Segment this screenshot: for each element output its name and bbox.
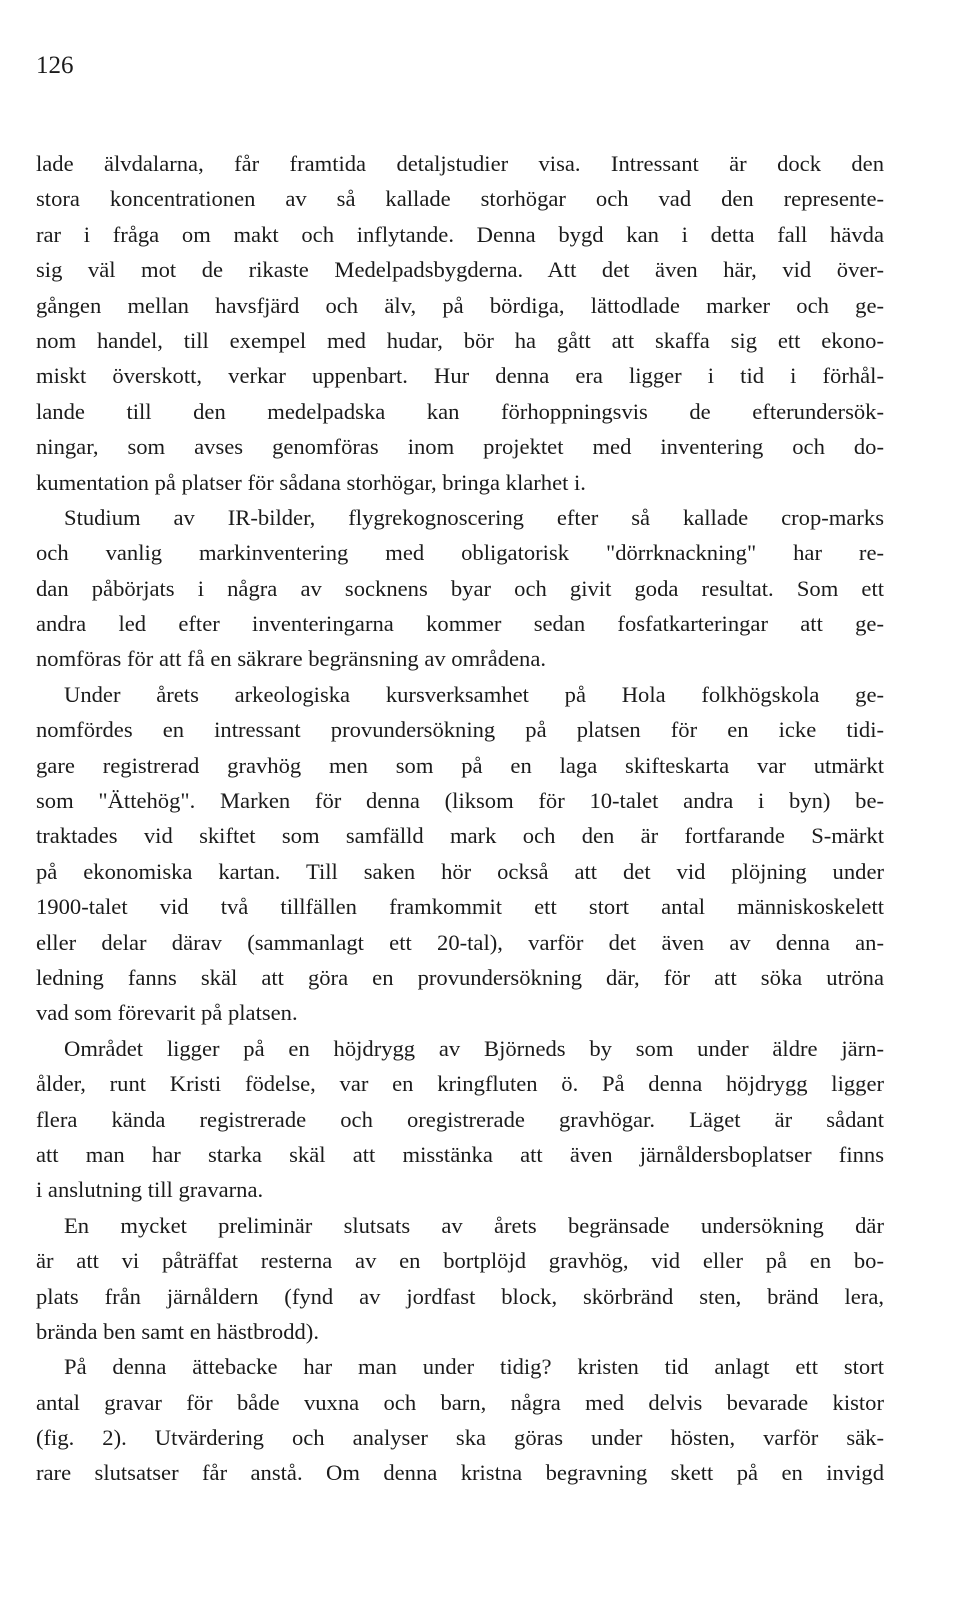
text-line: och vanlig markinventering med obligatorisk "dörrknackning" har re- bbox=[36, 540, 884, 566]
text-line: i anslutning till gravarna. bbox=[36, 1177, 264, 1203]
text-line: eller delar därav (sammanlagt ett 20-tal), varför det även av denna an- bbox=[36, 929, 884, 955]
text-line: gare registrerad gravhög men som på en laga skifteskarta var utmärkt bbox=[36, 752, 884, 778]
text-line: traktades vid skiftet som samfälld mark och den är fortfarande S-märkt bbox=[36, 823, 884, 849]
text-line: En mycket preliminär slutsats av årets begränsade undersökning där bbox=[64, 1212, 884, 1238]
text-line: nomföras för att få en säkrare begränsning av områdena. bbox=[36, 646, 547, 672]
text-line: dan påbörjats i några av socknens byar och givit goda resultat. Som ett bbox=[36, 575, 884, 601]
text-line: Studium av IR-bilder, flygrekognoscering efter så kallade crop-marks bbox=[64, 504, 884, 530]
text-line: brända ben samt en hästbrodd). bbox=[36, 1318, 319, 1344]
text-line: ledning fanns skäl att göra en provundersökning där, för att söka utröna bbox=[36, 964, 884, 990]
text-line: kumentation på platser för sådana storhögar, bringa klarhet i. bbox=[36, 469, 586, 495]
text-line: Området ligger på en höjdrygg av Björneds by som under äldre järn- bbox=[64, 1035, 884, 1061]
text-line: lande till den medelpadska kan förhoppningsvis de efterundersök- bbox=[36, 398, 884, 424]
text-line: vad som förevarit på platsen. bbox=[36, 1000, 298, 1026]
text-line: Under årets arkeologiska kursverksamhet på Hola folkhögskola ge- bbox=[64, 681, 884, 707]
text-line: nom handel, till exempel med hudar, bör ha gått att skaffa sig ett ekono- bbox=[36, 327, 884, 353]
text-line: På denna ättebacke har man under tidig? kristen tid anlagt ett stort bbox=[64, 1354, 884, 1380]
text-line: ålder, runt Kristi födelse, var en kringfluten ö. På denna höjdrygg ligger bbox=[36, 1071, 884, 1097]
text-line: lade älvdalarna, får framtida detaljstudier visa. Intressant är dock den bbox=[36, 151, 884, 176]
text-line: miskt överskott, verkar uppenbart. Hur denna era ligger i tid i förhål- bbox=[36, 363, 884, 389]
text-line: sig väl mot de rikaste Medelpadsbygderna. Att det även här, vid över- bbox=[36, 257, 884, 283]
text-line: är att vi påträffat resterna av en bortplöjd gravhög, vid eller på en bo- bbox=[36, 1248, 884, 1274]
text-line: rare slutsatser får anstå. Om denna kristna begravning skett på en invigd bbox=[36, 1460, 884, 1486]
text-line: stora koncentrationen av så kallade storhögar och vad den represente- bbox=[36, 186, 884, 212]
text-line: ningar, som avses genomföras inom projektet med inventering och do- bbox=[36, 434, 884, 460]
text-line: nomfördes en intressant provundersökning på platsen för en icke tidi- bbox=[36, 717, 884, 743]
text-line: flera kända registrerade och oregistrerade gravhögar. Läget är sådant bbox=[36, 1106, 884, 1132]
text-line: gången mellan havsfjärd och älv, på bördiga, lättodlade marker och ge- bbox=[36, 292, 884, 318]
page-number: 126 bbox=[36, 52, 74, 79]
body-text bbox=[36, 146, 884, 1491]
text-line: som "Ättehög". Marken för denna (liksom för 10-talet andra i byn) be- bbox=[36, 788, 884, 814]
text-line: (fig. 2). Utvärdering och analyser ska göras under hösten, varför säk- bbox=[36, 1425, 884, 1451]
text-line: 1900-talet vid två tillfällen framkommit ett stort antal människoskelett bbox=[36, 894, 884, 920]
text-line: andra led efter inventeringarna kommer sedan fosfatkarteringar att ge- bbox=[36, 611, 884, 637]
text-line: antal gravar för både vuxna och barn, några med delvis bevarade kistor bbox=[36, 1389, 884, 1415]
text-line: att man har starka skäl att misstänka att även järnåldersboplatser finns bbox=[36, 1141, 884, 1167]
text-line: på ekonomiska kartan. Till saken hör också att det vid plöjning under bbox=[36, 858, 884, 884]
text-line: rar i fråga om makt och inflytande. Denna bygd kan i detta fall hävda bbox=[36, 221, 884, 247]
text-line: plats från järnåldern (fynd av jordfast block, skörbränd sten, bränd lera, bbox=[36, 1283, 884, 1309]
